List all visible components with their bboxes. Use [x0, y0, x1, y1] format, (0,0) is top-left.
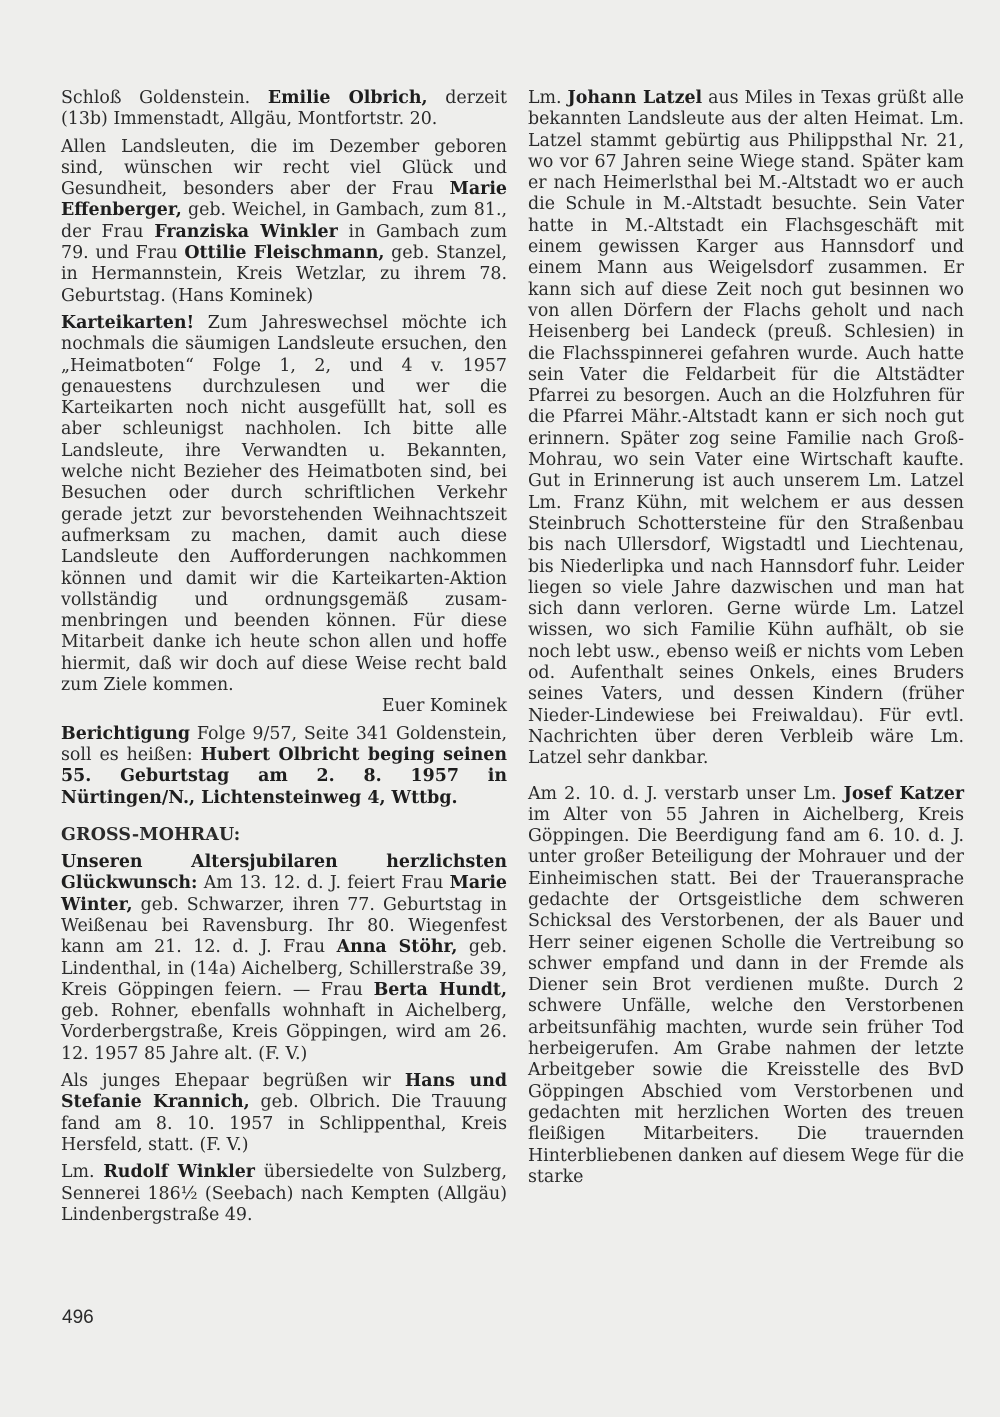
paragraph-december-birthdays: Allen Landsleuten, die im Dezember geboren sind, wünschen wir recht viel Glück und Gesundheit, besonders aber der Frau Marie Effenberger, geb. Weichel, in Gambach, zum 81., der Frau Franziska Winkler in Gambach zum 79. und Frau Ottilie Fleischmann, geb. Stanzel, in Hermannstein, Kreis Wetzlar, zu ihrem 78. Geburtstag. (Hans Kominek): [61, 136, 507, 306]
paragraph-berichtigung: Berichtigung Folge 9/57, Seite 341 Goldenstein, soll es heißen: Hubert Olbricht beging seinen 55. Geburtstag am 2. 8. 1957 in Nürtingen/N., Lichtensteinweg 4, Wttbg.: [61, 723, 507, 808]
right-column: [528, 88, 964, 1194]
bold-name: Rudolf Winkler: [103, 1162, 255, 1183]
paragraph-emilie-olbrich: Schloß Goldenstein. Emilie Olbrich, derzeit (13b) Immenstadt, Allgäu, Montfortstr. 20.: [61, 88, 507, 130]
bold-name: Johann Latzel: [567, 88, 703, 108]
paragraph-josef-katzer: Am 2. 10. d. J. verstarb unser Lm. Josef Katzer im Alter von 55 Jahren in Aichelberg, Kreis Göppingen. Die Beerdigung fand am 6. 10. d. J. unter großer Beteiligung der Mohrauer und der Einheimischen statt. Bei der Traueransprache gedachte der Ortsgeistliche dem schweren Schicksal des Verstorbenen, der als Bauer und Herr seiner eigenen Scholle die Vertreibung so schwer empfand und dann in der Fremde als Diener sein Brot verdienen mußte. Durch 2 schwere Unfälle, welche den Verstorbenen arbeitsunfähig machten, wurde sein früher Tod herbeigerufen. Am Grabe nahmen der letzte Arbeitgeber sowie die Kreisstelle des BvD Göppingen Abschied vom Verstorbenen und gedachten mit herzlichen Worten des treuen fleißigen Mitarbeiters. Die trauernden Hinterbliebenen danken auf diesem Wege für die starke: [528, 783, 964, 1187]
signature: Euer Kominek: [381, 696, 507, 717]
bold-correction: Hubert Olbricht beging seinen 55. Geburtstag am 2. 8. 1957 in Nürtingen/N., Lichtensteinweg 4, Wttbg.: [61, 744, 507, 808]
bold-name: Berta Hundt,: [373, 979, 508, 1000]
section-heading: GROSS-MOHRAU:: [61, 824, 241, 845]
bold-name: Josef Katzer: [843, 783, 964, 804]
bold-lead: Berichtigung: [61, 723, 191, 744]
paragraph-johann-latzel: Lm. Johann Latzel aus Miles in Texas grüßt alle bekannten Landsleute aus der alten Heimat. Lm. Latzel stammt gebürtig aus Philippsthal Nr. 21, wo vor 67 Jahren seine Wiege stand. Später kam er nach Heimerlsthal bei M.-Altstadt wo er auch die Schule in M.-Altstadt besuchte. Sein Vater hatte in M.-Altstadt ein Flachsgeschäft mit einem gewissen Karger aus Hannsdorf und einem Mann aus Weigelsdorf zusammen. Er kann sich auf diese Zeit noch gut besinnen wo von allen Dörfern der Flachs geholt und nach Heisenberg bei Landeck (preuß. Schlesien) in die Flachsspinnerei gefahren wurde. Auch hatte sein Vater die Feldarbeit für die Altstädter Pfarrei zu besorgen. Auch an die Holzfuhren für die Pfarrei Mähr.-Altstadt kann er sich noch gut erinnern. Später zog seine Familie nach Groß-Mohrau, wo sein Vater eine Wirtschaft kaufte. Gut in Erinnerung ist auch unserem Lm. Latzel Lm. Franz Kühn, mit welchem er aus dessen Steinbruch Schottersteine für den Straßenbau bis nach Ullersdorf, Wigstadtl und Liechtenau, bis Niederlipka und nach Hannsdorf fuhr. Leider liegen so viele Jahre dazwischen und man hat sich dann verloren. Gerne würde Lm. Latzel wissen, wo sich Familie Kühn aufhält, ob sie noch lebt usw., ebenso weiß er nichts vom Leben od. Aufenthalt seines Onkels, eines Bruders seines Vaters, und dessen Kindern (früher Nieder-Lindewiese bei Freiwaldau). Für evtl. Nachrichten über deren Verbleib wäre Lm. Latzel sehr dankbar.: [528, 88, 964, 769]
bold-name: Hans und Stefanie Krannich,: [61, 1071, 508, 1113]
bold-name: Marie Winter,: [61, 873, 507, 915]
paragraph-ehepaar: Als junges Ehepaar begrüßen wir Hans und Stefanie Krannich, geb. Olbrich. Die Trauung fand am 8. 10. 1957 in Schlippenthal, Kreis Hersfeld, statt. (F. V.): [61, 1071, 508, 1155]
page-number: 496: [62, 1307, 94, 1328]
bold-lead: Unseren Altersjubilaren herzlichsten Glückwunsch:: [61, 852, 507, 894]
left-column: [61, 88, 507, 1232]
bold-lead: Karteikarten!: [61, 312, 195, 333]
bold-name: Anna Stöhr,: [336, 937, 458, 958]
bold-name: Emilie Olbrich,: [267, 88, 428, 108]
paragraph-karteikarten: Karteikarten! Zum Jahreswechsel möchte ich nochmals die säumigen Landsleute ersuchen, den „Heimatboten“ Folge 1, 2, und 4 v. 1957 genauestens durchzulesen und wer die Karteikarten noch nicht ausgefüllt hat, soll es aber schleunigst nachholen. Ich bitte alle Landsleute, ihre Verwandten u. Bekannten, welche nicht Bezieher des Heimatboten sind, bei Besuchen oder durch schriftlichen Verkehr gerade jetzt zur bevorstehenden Weihnachtszeit aufmerksam zu machen, damit auch diese Landsleute den Aufforderungen nachkommen können und damit wir die Karteikarten-Aktion vollständig und ordnungsgemäß zusammenbringen und beenden können. Für diese Mitarbeit danke ich heute schon allen und hoffe hiermit, daß wir doch auf diese Weise recht bald zum Ziele kommen.: [61, 312, 507, 696]
bold-name: Ottilie Fleischmann,: [184, 243, 385, 264]
paragraph-altersjubilare: Unseren Altersjubilaren herzlichsten Glückwunsch: Am 13. 12. d. J. feiert Frau Marie Winter, geb. Schwarzer, ihren 77. Geburtstag in Weißenau bei Ravensburg. Ihr 80. Wiegenfest kann am 21. 12. d. J. Frau Anna Stöhr, geb. Lindenthal, in (14a) Aichelberg, Schillerstraße 39, Kreis Göppingen feiern. — Frau Berta Hundt, geb. Rohner, ebenfalls wohnhaft in Aichelberg, Vorderbergstraße, Kreis Göppingen, wird am 26. 12. 1957 85 Jahre alt. (F. V.): [61, 852, 508, 1064]
paragraph-rudolf-winkler: Lm. Rudolf Winkler übersiedelte von Sulzberg, Sennerei 186½ (Seebach) nach Kempten (Allgäu) Lindenbergstraße 49.: [61, 1162, 507, 1225]
bold-name: Franziska Winkler: [154, 221, 338, 242]
bold-name: Marie Effenberger,: [61, 179, 507, 221]
